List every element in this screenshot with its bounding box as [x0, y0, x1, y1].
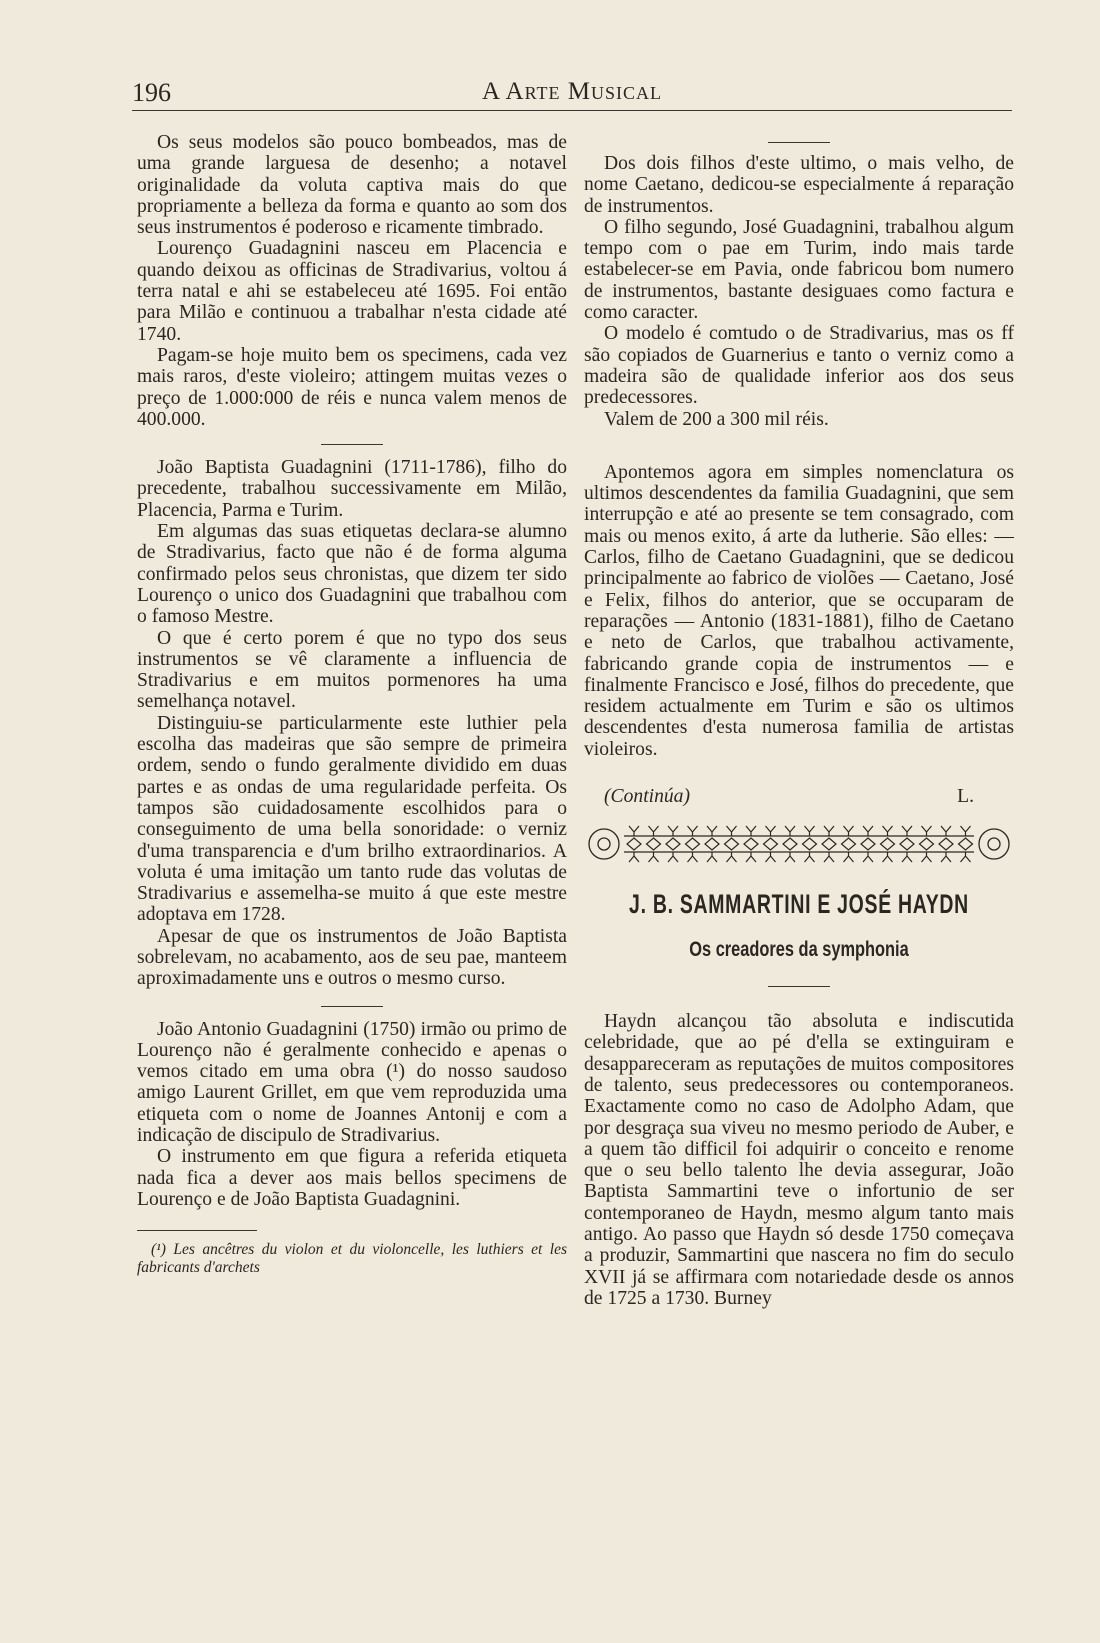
paragraph: João Baptista Guadagnini (1711-1786), filho do precedente, trabalhou successivamente em Milão, Placencia, Parma e Turim.: [137, 457, 567, 521]
ornament-diamond: [920, 838, 934, 850]
ornament-diamond: [959, 838, 973, 850]
section-divider: [768, 986, 830, 987]
article-title: J. B. SAMMARTINI E JOSÉ HAYDN: [629, 889, 969, 920]
left-column: [137, 132, 567, 1277]
ornament-tick: [863, 852, 873, 862]
right-column: [584, 132, 1014, 1309]
ornament-tick: [766, 826, 776, 836]
paragraph: O filho segundo, José Guadagnini, trabalhou algum tempo com o pae em Turim, indo mais tarde estabelecer-se em Pavia, onde fabricou bom numero de instrumentos, bastante desiguaes como factura e como caracter.: [584, 216, 1014, 324]
paragraph: Apesar de que os instrumentos de João Baptista sobrelevam, no acabamento, aos de seu pae, manteem aproximadamente uns e outros o mesmo curso.: [137, 925, 567, 990]
page-number: 196: [132, 78, 171, 107]
ornament-diamond: [725, 838, 739, 850]
footnote-text: (¹) Les ancêtres du violon et du violoncelle, les luthiers et les fabricants d'archets: [137, 1241, 567, 1277]
ornament-diamond: [686, 838, 700, 850]
ornament-diamond: [822, 838, 836, 850]
ornament-diamond: [705, 838, 719, 850]
paragraph: Lourenço Guadagnini nasceu em Placencia e quando deixou as officinas de Stradivarius, voltou á terra natal e ahi se estabeleceu até 1695. Foi então para Milão e continuou a trabalhar n'esta cidade até 1740.: [137, 238, 567, 345]
ornament-tick: [922, 852, 932, 862]
ornament-tick: [863, 826, 873, 836]
ornament-tick: [688, 826, 698, 836]
ornament-tick: [785, 826, 795, 836]
page-header: [132, 70, 1012, 110]
ornament-tick: [805, 852, 815, 862]
section-divider: [321, 1006, 383, 1007]
author-signature: L.: [957, 786, 974, 808]
paragraph: Distinguiu-se particularmente este luthier pela escolha das madeiras que são sempre de primeira ordem, sendo o fundo geralmente dividido em duas partes e as ondas de uma regularidade perfeita. Os tampos são cuidadosamente escolhidos para o conseguimento de uma bella sonoridade: o verniz d'uma transparencia e d'um brilho extraordinarios. A voluta é uma imitação um tanto rude das volutas de Stradivarius e assemelha-se muito á que este mestre adoptava em 1728.: [137, 712, 567, 926]
ornament-tick: [883, 826, 893, 836]
ornament-tick: [746, 826, 756, 836]
ornament-diamond: [900, 838, 914, 850]
ornament-tick: [844, 826, 854, 836]
ornament-diamond: [783, 838, 797, 850]
paragraph: Pagam-se hoje muito bem os specimens, cada vez mais raros, d'este violeiro; attingem muitas vezes o preço de 1.000:000 de réis e nunca valem menos de 400.000.: [137, 344, 567, 430]
ornament-tick: [844, 852, 854, 862]
paragraph: O instrumento em que figura a referida etiqueta nada fica a dever aos mais bellos specimens de Lourenço e de João Baptista Guadagnini.: [137, 1146, 567, 1210]
continuation-line: [584, 786, 1014, 808]
section-divider: [321, 444, 383, 445]
ornament-tick: [668, 826, 678, 836]
ornament-tick: [902, 852, 912, 862]
ornament-tick: [649, 852, 659, 862]
ornament-tick: [766, 852, 776, 862]
ornament-tick: [629, 826, 639, 836]
ornament-tick: [668, 852, 678, 862]
ornament-diamond: [647, 838, 661, 850]
ornament-tick: [961, 826, 971, 836]
ornament-tick: [727, 826, 737, 836]
ornament-tick: [746, 852, 756, 862]
ornament-tick: [707, 826, 717, 836]
paragraph: Em algumas das suas etiquetas declara-se alumno de Stradivarius, facto que não é de forma alguma confirmado pelos seus chronistas, que dizem ter sido Lourenço o unico dos Guadagnini que trabalhou com o famoso Mestre.: [137, 521, 567, 628]
paragraph: Valem de 200 a 300 mil réis.: [604, 408, 829, 430]
ornament-tick: [649, 826, 659, 836]
paragraph: O que é certo porem é que no typo dos seus instrumentos se vê claramente a influencia de Stradivarius e em muitos pormenores ha uma semelhança notavel.: [137, 627, 567, 713]
ornament-tick: [824, 826, 834, 836]
ornament-tick: [629, 852, 639, 862]
paragraph: Haydn alcançou tão absoluta e indiscutida celebridade, que ao pé d'ella se extinguiram e desappareceram as reputações de muitos compositores de talento, seus predecessores ou contemporaneos. Exactamente como no caso de Adolpho Adam, que por desgraça sua viveu no mesmo periodo de Auber, e a quem tão difficil foi adquirir o conceito e renome que o seu bello talento lhe devia assegurar, João Baptista Sammartini teve o infortunio de ser contemporaneo de Haydn, mesmo algum tanto mais antigo. Ao passo que Haydn só desde 1750 começava a produzir, Sammartini que nascera no fim do seculo XVII já se affirmara com notariedade desde os annos de 1725 a 1730. Burney: [584, 1011, 1014, 1309]
ornament-diamond: [881, 838, 895, 850]
paragraph: O modelo é comtudo o de Stradivarius, mas os ff são copiados de Guarnerius e tanto o verniz como a madeira são de qualidade inferior aos dos seus predecessores.: [584, 323, 1014, 409]
ornament-diamond: [939, 838, 953, 850]
ornament-diamond: [627, 838, 641, 850]
ornament-tick: [727, 852, 737, 862]
paragraph: Os seus modelos são pouco bombeados, mas de uma grande larguesa de desenho; a notavel originalidade da voluta captiva mais do que propriamente a belleza da forma e quanto ao som dos seus instrumentos é poderoso e ricamente timbrado.: [137, 132, 567, 239]
section-spacer: [584, 430, 1014, 462]
ornament-tick: [961, 852, 971, 862]
ornament-tick: [805, 826, 815, 836]
ornament-diamond: [803, 838, 817, 850]
article-subtitle: Os creadores da symphonia: [689, 938, 909, 962]
paragraph: Dos dois filhos d'este ultimo, o mais velho, de nome Caetano, dedicou-se especialmente á reparação de instrumentos.: [584, 153, 1014, 217]
ornament-diamond: [666, 838, 680, 850]
ornament-diamond: [842, 838, 856, 850]
ornament-diamond: [764, 838, 778, 850]
ornament-tick: [902, 826, 912, 836]
paragraph: João Antonio Guadagnini (1750) irmão ou primo de Lourenço não é geralmente conhecido e apenas o vemos citado em uma obra (¹) do nosso saudoso amigo Laurent Grillet, em que vem reproduzida uma etiqueta com o nome de Joannes Antonij e com a indicação de discipulo de Stradivarius.: [137, 1018, 567, 1147]
ornament-diamond: [744, 838, 758, 850]
ornament-tick: [941, 826, 951, 836]
continua-label: (Continúa): [604, 786, 690, 808]
ornament-tick: [941, 852, 951, 862]
ornament-tick: [824, 852, 834, 862]
ornament-tick: [883, 852, 893, 862]
ornament-tick: [785, 852, 795, 862]
running-title: A Arte Musical: [482, 78, 662, 105]
header-rule: [132, 110, 1012, 111]
section-divider: [768, 142, 830, 143]
decorative-vignette-icon: [584, 822, 1014, 866]
ornament-diamond: [861, 838, 875, 850]
ornament-tick: [922, 826, 932, 836]
ornament-tick: [707, 852, 717, 862]
paragraph: Apontemos agora em simples nomenclatura os ultimos descendentes da familia Guadagnini, que sem interrupção e até ao presente se tem consagrado, com mais ou menos exito, á arte da lutherie. São elles: — Carlos, filho de Caetano Guadagnini, que se dedicou principalmente ao fabrico de violões — Caetano, José e Felix, filhos do anterior, que se occuparam de reparações — Antonio (1831-1881), filho de Caetano e neto de Carlos, que trabalhou activamente, fabricando grande copia de instrumentos — e finalmente Francisco e José, filhos do precedente, que residem actualmente em Turim e são os ultimos descendentes d'esta numerosa familia de artistas violeiros.: [584, 461, 1014, 760]
ornament-tick: [688, 852, 698, 862]
footnote: [137, 1241, 567, 1277]
footnote-rule: [137, 1230, 257, 1231]
